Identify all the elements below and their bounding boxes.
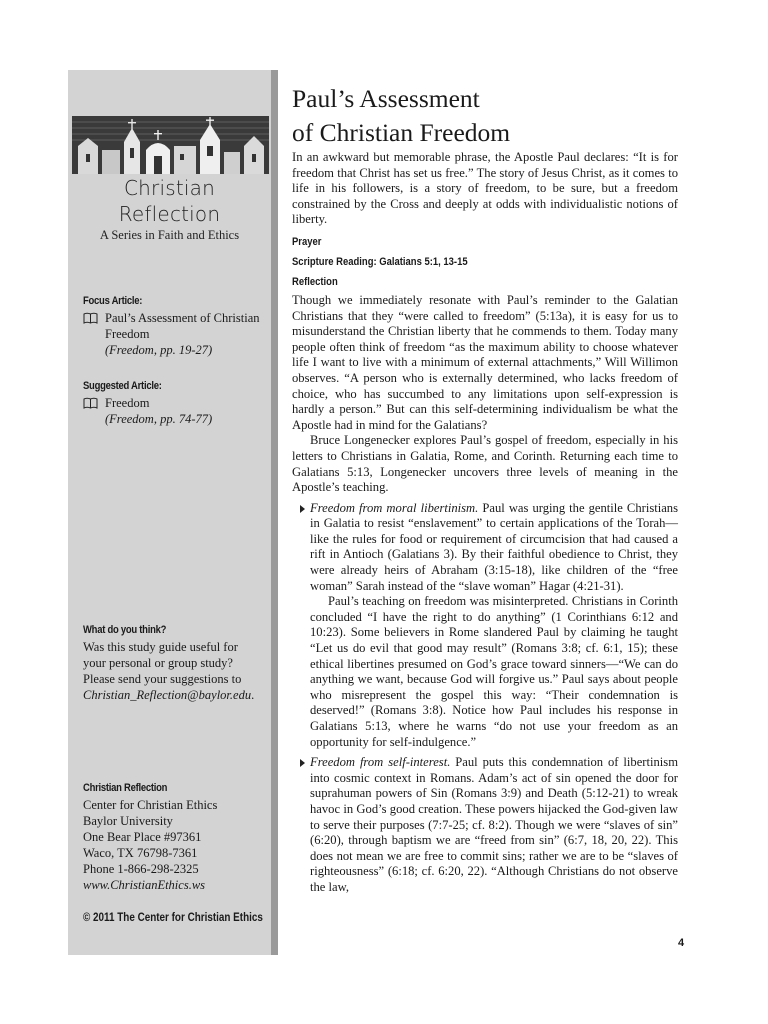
focus-article-heading: Focus Article: <box>83 295 143 307</box>
reflection-paragraph-1: Though we immediately resonate with Paul’s reminder to the Galatian Christians that they “were called to freedom” (5:13a), it is easy for us to misunderstand the Christian liberty that he commends to them. Today many people often think of freedom “as the maximum ability to choose whatever life I want to live with a minimum of external attachments,” Will Willimon observes. “A person who is externally determined, who lacks freedom of choice, who has succumbed to any limitations upon self-expression is hardly a person.” But can this self-determining individualism be what the Apostle had in mind for the Galatians? <box>292 292 678 432</box>
page-title <box>292 82 678 150</box>
reflection-heading: Reflection <box>292 275 338 288</box>
bullet1-paragraph-2: Paul’s teaching on freedom was misinterpreted. Christians in Corinth concluded “I have the right to do anything” (1 Corinthians 6:12 and 10:23). Some believers in Rome slandered Paul by claiming he taught “Let us do evil that good may result” (Romans 3:8; cf. 6:1, 15); these ethical libertines presumed on God’s grace toward sinners—“We can do anything we want, because God will forgive us.” Paul says about people who misrepresent the gospel this way: “Their condemnation is deserved!” (Romans 3:8). Notice how Paul includes his response in Galatians 5:13, where he warns “do not use your freedom as an opportunity for self-indulgence.” <box>310 594 678 749</box>
suggested-article-citation: (Freedom, pp. 74-77) <box>105 412 213 426</box>
contact-line-center: Center for Christian Ethics <box>83 798 218 812</box>
focus-article-title: Paul’s Assessment of Christian Freedom <box>105 311 260 341</box>
page-title-line1: Paul’s Assessment <box>292 84 480 113</box>
feedback-section <box>83 622 261 703</box>
bullet-moral-libertinism <box>292 501 678 751</box>
bullet-self-interest <box>292 755 678 895</box>
contact-line-phone: Phone 1-866-298-2325 <box>83 862 199 876</box>
brand-block <box>70 175 269 243</box>
contact-line-university: Baylor University <box>83 814 173 828</box>
feedback-email-link[interactable]: Christian_Reflection@baylor.edu <box>83 688 252 702</box>
focus-article-section <box>83 293 263 358</box>
triangle-bullet-icon <box>300 505 305 513</box>
suggested-article-section <box>83 378 263 427</box>
feedback-heading: What do you think? <box>83 624 167 636</box>
bullet1-text: Paul was urging the gentile Christians in Galatia to resist “enslavement” to certain applications of the Torah—like the rules for food or requirement of circumcision that had caused a rift in Antioch (Galatians 3). By their faithful obedience to Christ, they were already heirs of Abraham (3:15-18), like children of the “free woman” Sarah instead of the “slave woman” Hagar (4:21-31). <box>310 500 679 593</box>
open-book-icon <box>83 312 98 324</box>
bullet2-text: Paul puts this condemnation of libertinism into cosmic context in Romans. Adam’s act of sin opened the door for suprahuman powers of Sin (Romans 3:9) and Death (5:12-21) to wreak havoc in God’s good creation. These powers hijacked the God-given law to serve their purposes (7:7-25; cf. 8:2). Though we were “slaves of sin” (6:20), through baptism we are “freed from sin” (6:7, 18, 20, 22). This does not mean we are free to commit sins; rather we are to be “slaves of righteousness” (6:18; cf. 6:20, 22). “Although Christians do not observe the law, <box>310 755 678 894</box>
bullet1-lead: Freedom from moral libertinism. <box>310 500 479 515</box>
brand-title: Christian Reflection <box>118 176 221 226</box>
suggested-article-title: Freedom <box>105 396 150 410</box>
sidebar-divider <box>271 70 278 955</box>
contact-line-city: Waco, TX 76798-7361 <box>83 846 198 860</box>
brand-subtitle: A Series in Faith and Ethics <box>99 228 240 242</box>
focus-article-citation: (Freedom, pp. 19-27) <box>105 343 213 357</box>
intro-paragraph: In an awkward but memorable phrase, the Apostle Paul declares: “It is for freedom that Christ has set us free.” The story of Jesus Christ, as it comes to life in his followers, is a story of freedom, to be sure, but a freedom constrained by the Cross and deeply at odds with individualistic notions of liberty. <box>292 150 678 227</box>
page-number: 4 <box>678 937 685 949</box>
open-book-icon <box>83 397 98 409</box>
main-content <box>292 82 678 896</box>
church-skyline-illustration <box>72 116 269 174</box>
bullet2-lead: Freedom from self-interest. <box>310 755 451 770</box>
contact-heading: Christian Reflection <box>83 782 168 794</box>
contact-website-link[interactable]: www.ChristianEthics.ws <box>83 878 206 892</box>
prayer-heading: Prayer <box>292 235 322 248</box>
triangle-bullet-icon <box>300 759 305 767</box>
suggested-article-heading: Suggested Article: <box>83 380 162 392</box>
feedback-text: Was this study guide useful for your personal or group study? Please send your suggestions to <box>83 640 242 686</box>
copyright-notice: © 2011 The Center for Christian Ethics <box>83 912 263 924</box>
contact-section <box>83 780 263 893</box>
contact-line-address: One Bear Place #97361 <box>83 830 202 844</box>
reflection-paragraph-2: Bruce Longenecker explores Paul’s gospel of freedom, especially in his letters to Christians in Galatia, Rome, and Corinth. Returning each time to Galatians 5:13, Longenecker uncovers three levels of meaning in the Apostle’s teaching. <box>292 433 678 495</box>
feedback-email-suffix: . <box>251 688 255 702</box>
copyright-section <box>83 910 263 926</box>
page-title-line2: of Christian Freedom <box>292 118 511 147</box>
scripture-heading: Scripture Reading: Galatians 5:1, 13-15 <box>292 255 468 268</box>
